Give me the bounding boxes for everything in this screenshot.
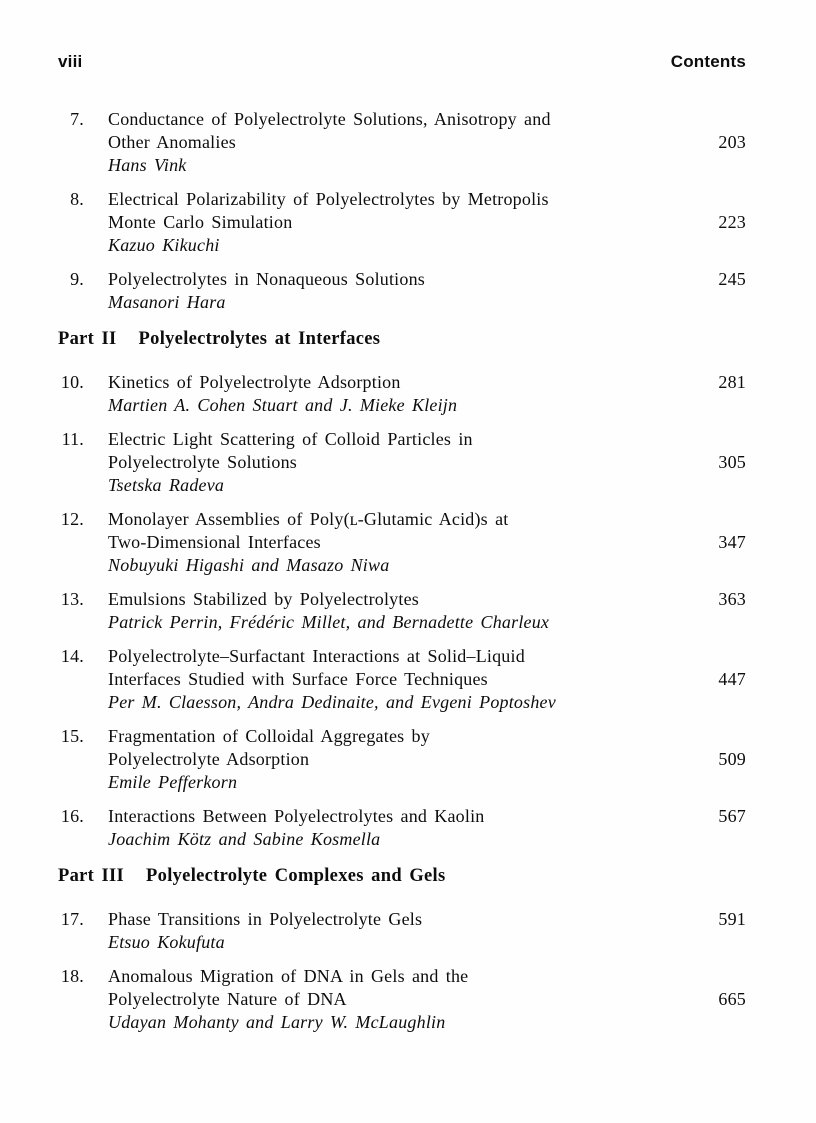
chapter-authors: Patrick Perrin, Frédéric Millet, and Bernadette Charleux — [108, 612, 550, 632]
chapter-authors: Emile Pefferkorn — [108, 772, 238, 792]
chapter-title-text: Polyelectrolyte Nature of DNA — [108, 989, 347, 1009]
chapter-title-text: Monolayer Assemblies of Poly(ʟ-Glutamic Acid)s at — [108, 509, 509, 529]
chapter-title-line — [108, 588, 746, 611]
chapter-number: 15. — [60, 726, 84, 746]
page-header — [58, 52, 746, 72]
chapter-title-line — [108, 211, 746, 234]
chapter-title-text: Phase Transitions in Polyelectrolyte Gels — [108, 909, 423, 929]
toc-entry — [58, 188, 746, 257]
toc-entry — [58, 965, 746, 1034]
page-reference: 245 — [718, 269, 746, 289]
part-label: Part III — [58, 866, 125, 886]
chapter-title-text: Polyelectrolyte Adsorption — [108, 749, 310, 769]
chapter-title-text: Polyelectrolytes in Nonaqueous Solutions — [108, 269, 425, 289]
toc-entry — [58, 108, 746, 177]
chapter-title-text: Polyelectrolyte–Surfactant Interactions at Solid–Liquid — [108, 646, 525, 666]
chapter-title-text: Anomalous Migration of DNA in Gels and the — [108, 966, 469, 986]
chapter-authors: Etsuo Kokufuta — [108, 932, 225, 952]
chapter-title-text: Monte Carlo Simulation — [108, 212, 293, 232]
chapter-content — [108, 645, 746, 714]
chapter-authors: Udayan Mohanty and Larry W. McLaughlin — [108, 1012, 446, 1032]
chapter-authors: Tsetska Radeva — [108, 475, 225, 495]
page-reference: 305 — [718, 452, 746, 472]
page-reference: 223 — [718, 212, 746, 232]
chapter-number: 17. — [60, 909, 84, 929]
chapter-title-line — [108, 645, 746, 668]
chapter-title-text: Electrical Polarizability of Polyelectrolytes by Metropolis — [108, 189, 549, 209]
chapter-content — [108, 428, 746, 497]
part-heading — [58, 865, 746, 888]
chapter-title-line — [108, 508, 746, 531]
toc-entry — [58, 371, 746, 417]
chapter-number: 7. — [70, 109, 84, 129]
chapter-content — [108, 965, 746, 1034]
folio-page-number: viii — [58, 52, 83, 71]
chapter-title-line — [108, 428, 746, 451]
chapter-title-line — [108, 748, 746, 771]
page-reference: 447 — [718, 669, 746, 689]
page-reference: 281 — [718, 372, 746, 392]
part-title: Polyelectrolytes at Interfaces — [138, 329, 381, 349]
chapter-number: 13. — [60, 589, 84, 609]
page-reference: 567 — [718, 806, 746, 826]
chapter-title-line — [108, 451, 746, 474]
chapter-authors: Martien A. Cohen Stuart and J. Mieke Kleijn — [108, 395, 458, 415]
chapter-title-text: Interfaces Studied with Surface Force Techniques — [108, 669, 488, 689]
chapter-title-text: Emulsions Stabilized by Polyelectrolytes — [108, 589, 419, 609]
toc-entry — [58, 428, 746, 497]
chapter-title-line — [108, 988, 746, 1011]
toc-entry — [58, 588, 746, 634]
chapter-number: 12. — [60, 509, 84, 529]
chapter-title-line — [108, 805, 746, 828]
chapter-authors: Masanori Hara — [108, 292, 226, 312]
chapter-title-line — [108, 371, 746, 394]
chapter-number: 18. — [60, 966, 84, 986]
chapter-content — [108, 268, 746, 314]
chapter-number: 9. — [70, 269, 84, 289]
chapter-title-line — [108, 531, 746, 554]
chapter-title-line — [108, 131, 746, 154]
chapter-title-line — [108, 965, 746, 988]
toc-entry — [58, 268, 746, 314]
chapter-authors: Joachim Kötz and Sabine Kosmella — [108, 829, 381, 849]
page-reference: 363 — [718, 589, 746, 609]
part-title: Polyelectrolyte Complexes and Gels — [146, 866, 446, 886]
chapter-content — [108, 725, 746, 794]
chapter-title-text: Interactions Between Polyelectrolytes and Kaolin — [108, 806, 485, 826]
part-heading — [58, 328, 746, 351]
page-reference: 591 — [718, 909, 746, 929]
chapter-title-line — [108, 668, 746, 691]
chapter-title-line — [108, 108, 746, 131]
chapter-authors: Per M. Claesson, Andra Dedinaite, and Evgeni Poptoshev — [108, 692, 556, 712]
chapter-title-text: Two-Dimensional Interfaces — [108, 532, 321, 552]
chapter-title-line — [108, 268, 746, 291]
chapter-title-text: Polyelectrolyte Solutions — [108, 452, 297, 472]
table-of-contents — [58, 108, 746, 1034]
chapter-content — [108, 108, 746, 177]
chapter-authors: Nobuyuki Higashi and Masazo Niwa — [108, 555, 390, 575]
chapter-content — [108, 508, 746, 577]
chapter-content — [108, 588, 746, 634]
chapter-authors: Kazuo Kikuchi — [108, 235, 220, 255]
page-reference: 509 — [718, 749, 746, 769]
chapter-content — [108, 805, 746, 851]
toc-entry — [58, 908, 746, 954]
page-reference: 347 — [718, 532, 746, 552]
toc-entry — [58, 805, 746, 851]
chapter-title-line — [108, 725, 746, 748]
toc-entry — [58, 725, 746, 794]
toc-entry — [58, 508, 746, 577]
toc-entry — [58, 645, 746, 714]
chapter-title-text: Fragmentation of Colloidal Aggregates by — [108, 726, 430, 746]
chapter-number: 10. — [60, 372, 84, 392]
chapter-title-text: Electric Light Scattering of Colloid Particles in — [108, 429, 473, 449]
chapter-title-text: Other Anomalies — [108, 132, 236, 152]
page-reference: 665 — [718, 989, 746, 1009]
part-label: Part II — [58, 329, 117, 349]
chapter-number: 16. — [60, 806, 84, 826]
chapter-content — [108, 188, 746, 257]
chapter-title-text: Kinetics of Polyelectrolyte Adsorption — [108, 372, 401, 392]
chapter-number: 14. — [60, 646, 84, 666]
running-head: Contents — [670, 52, 746, 71]
chapter-number: 8. — [70, 189, 84, 209]
chapter-content — [108, 371, 746, 417]
chapter-title-line — [108, 188, 746, 211]
chapter-authors: Hans Vink — [108, 155, 187, 175]
page-reference: 203 — [718, 132, 746, 152]
chapter-title-line — [108, 908, 746, 931]
chapter-number: 11. — [61, 429, 84, 449]
chapter-title-text: Conductance of Polyelectrolyte Solutions, Anisotropy and — [108, 109, 551, 129]
chapter-content — [108, 908, 746, 954]
